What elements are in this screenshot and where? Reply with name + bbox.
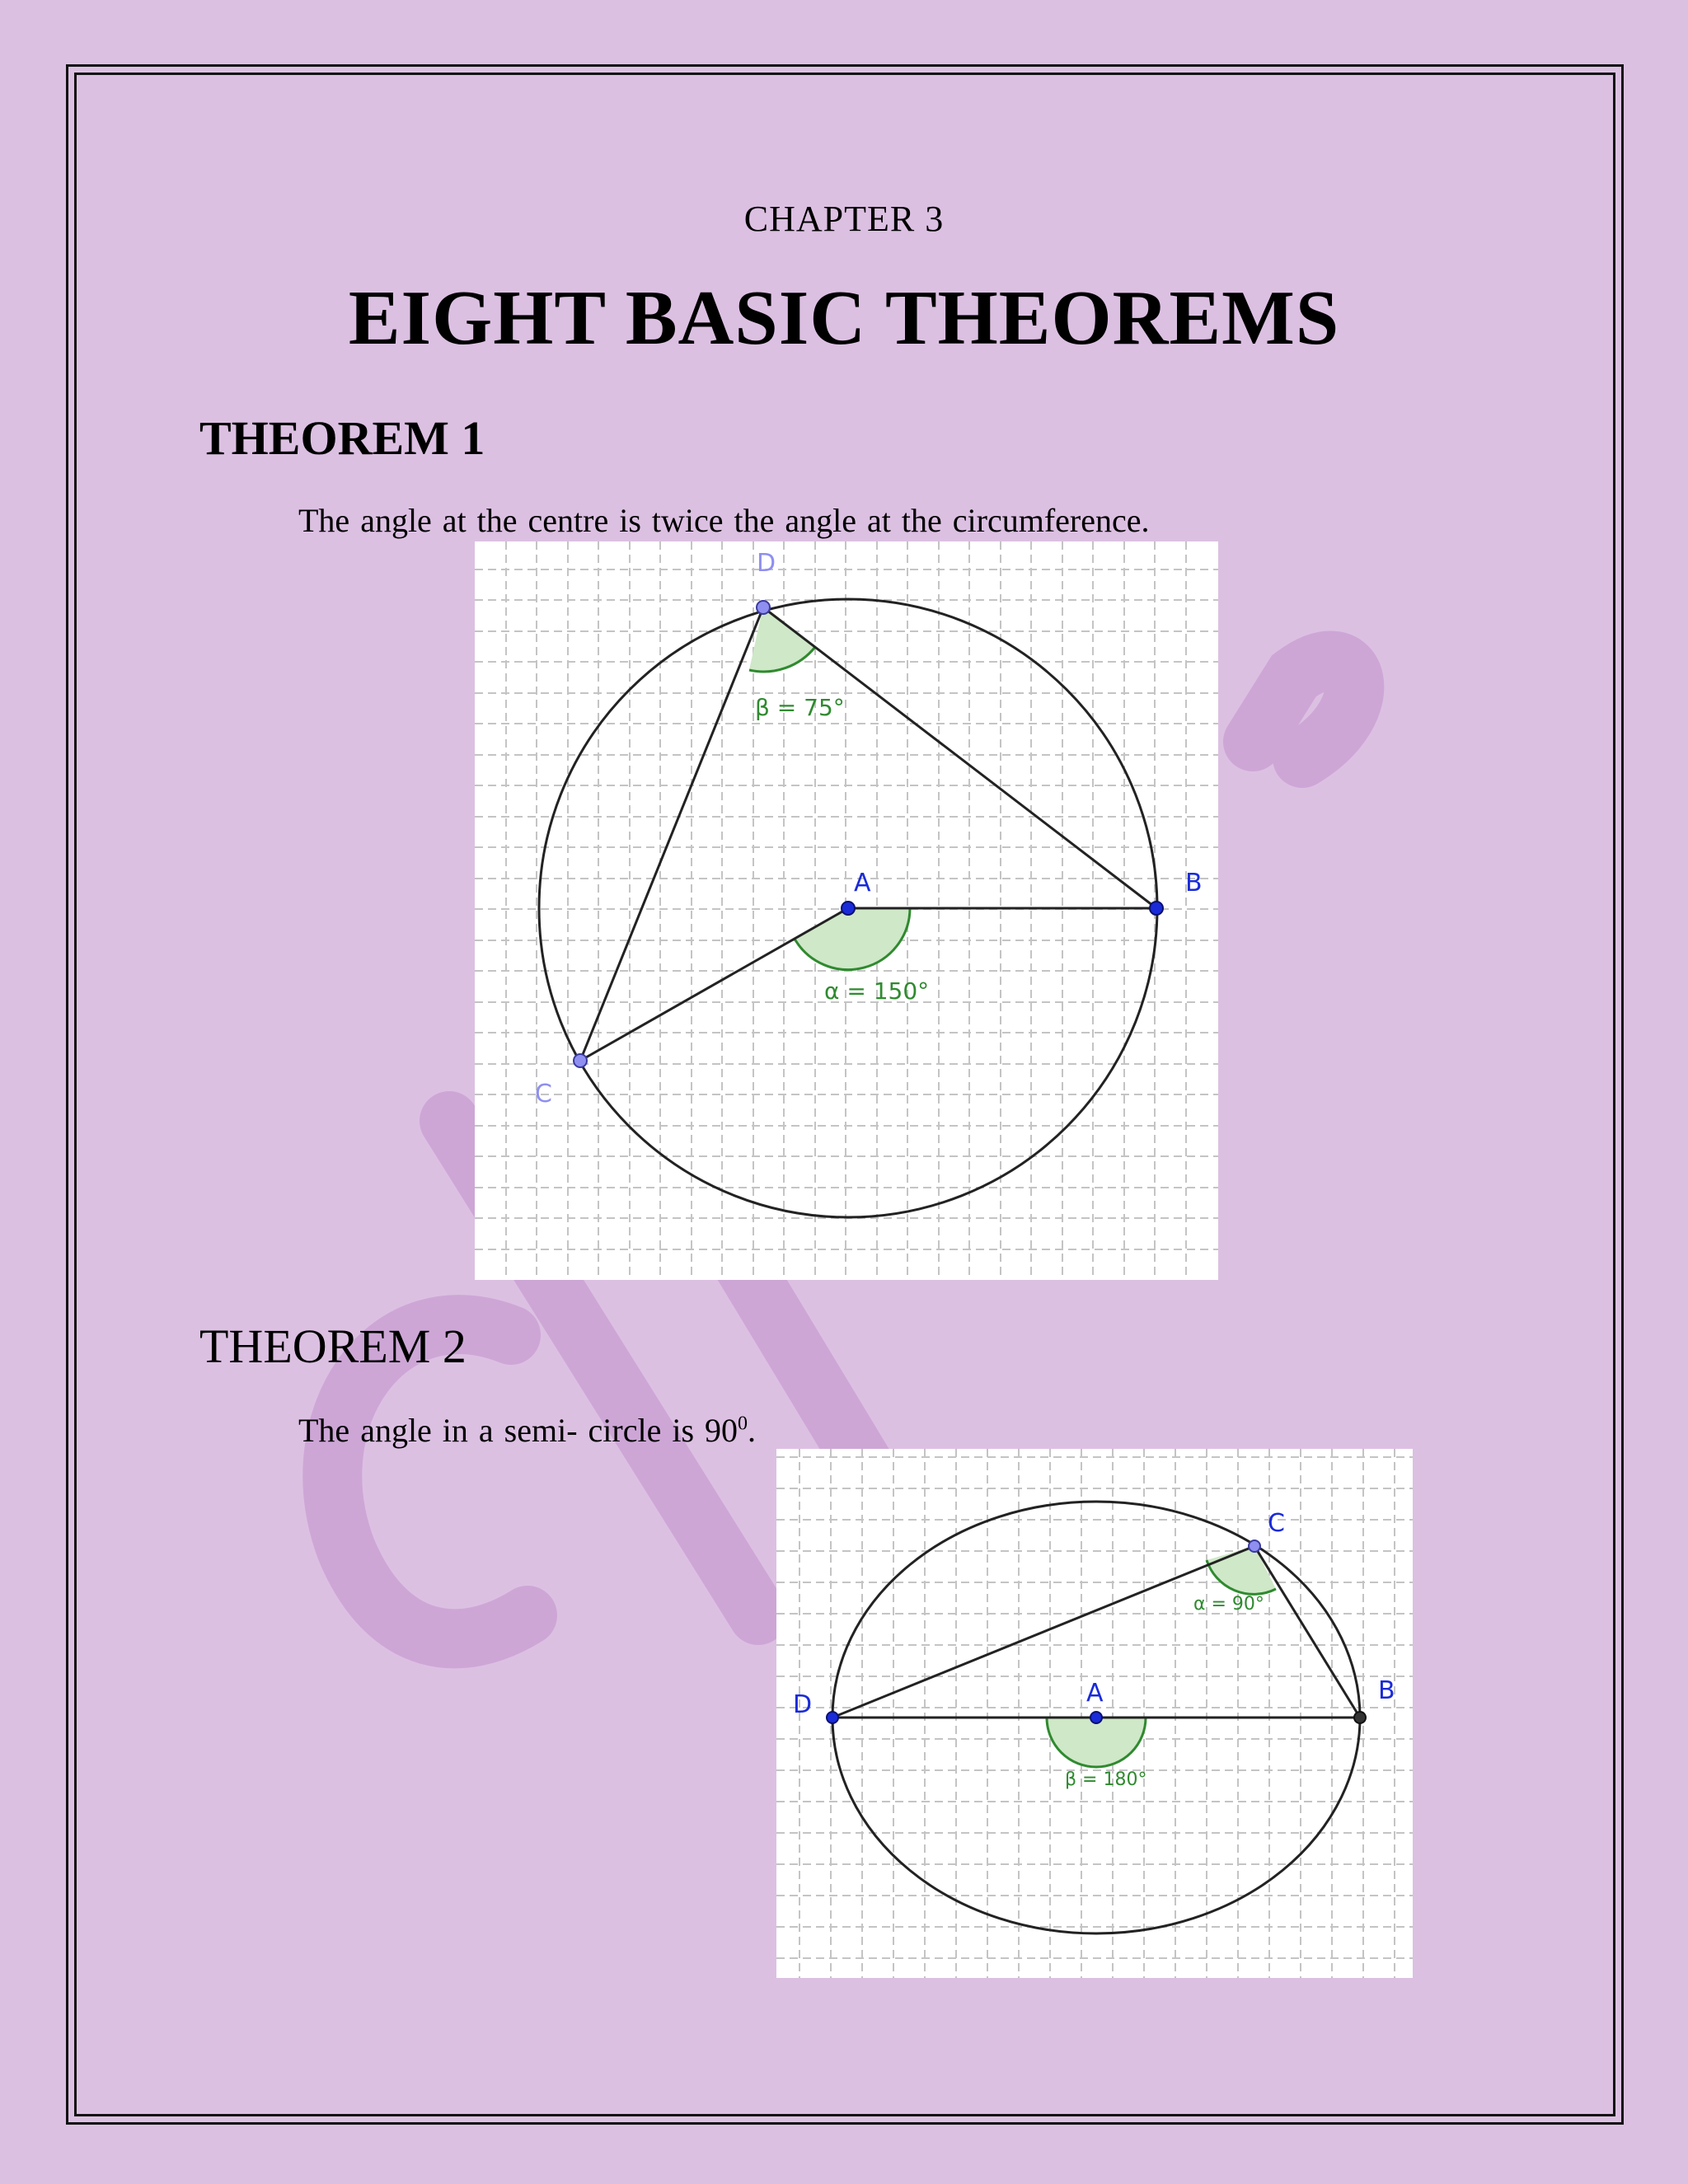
angle-beta-label: β = 75° — [755, 694, 845, 721]
point-d — [827, 1712, 838, 1723]
angle-alpha-label: α = 150° — [824, 977, 930, 1005]
label-a: A — [854, 869, 871, 898]
point-c — [1249, 1540, 1260, 1552]
point-b — [1354, 1712, 1366, 1723]
point-d — [757, 601, 770, 614]
label-b: B — [1378, 1676, 1395, 1705]
point-a — [842, 902, 855, 915]
label-c: C — [535, 1080, 552, 1108]
angle-beta-arc — [1047, 1718, 1146, 1767]
label-d: D — [793, 1690, 813, 1719]
point-b — [1150, 902, 1163, 915]
angle-alpha-label: α = 90° — [1193, 1594, 1264, 1615]
label-a: A — [1086, 1679, 1104, 1708]
point-a — [1090, 1712, 1102, 1723]
segment-db — [763, 607, 1156, 908]
theorem-1-statement: The angle at the centre is twice the angle at the circumference. — [298, 502, 1150, 539]
segment-dc — [580, 607, 763, 1061]
segment-ac — [580, 908, 848, 1061]
theorem-1-figure — [475, 541, 1218, 1280]
theorem-2-statement-end: . — [748, 1412, 757, 1449]
theorem-2-statement-text: The angle in a semi- circle is 90 — [298, 1412, 738, 1449]
theorem-1-heading: THEOREM 1 — [199, 411, 485, 465]
theorem-2-heading: THEOREM 2 — [199, 1319, 467, 1373]
point-c — [574, 1054, 587, 1067]
chapter-label: CHAPTER 3 — [743, 199, 945, 239]
label-b: B — [1185, 869, 1203, 898]
segment-dc — [832, 1546, 1254, 1718]
page-title: EIGHT BASIC THEOREMS — [348, 275, 1340, 361]
theorem-2-statement — [298, 1411, 756, 1450]
angle-beta-label: β = 180° — [1065, 1769, 1147, 1790]
angle-alpha-arc — [795, 908, 910, 970]
segment-cb — [1254, 1546, 1360, 1718]
label-c: C — [1268, 1509, 1285, 1538]
label-d: D — [757, 549, 776, 578]
theorem-2-figure — [776, 1449, 1413, 1978]
theorem-2-statement-degree: 0 — [738, 1413, 748, 1435]
